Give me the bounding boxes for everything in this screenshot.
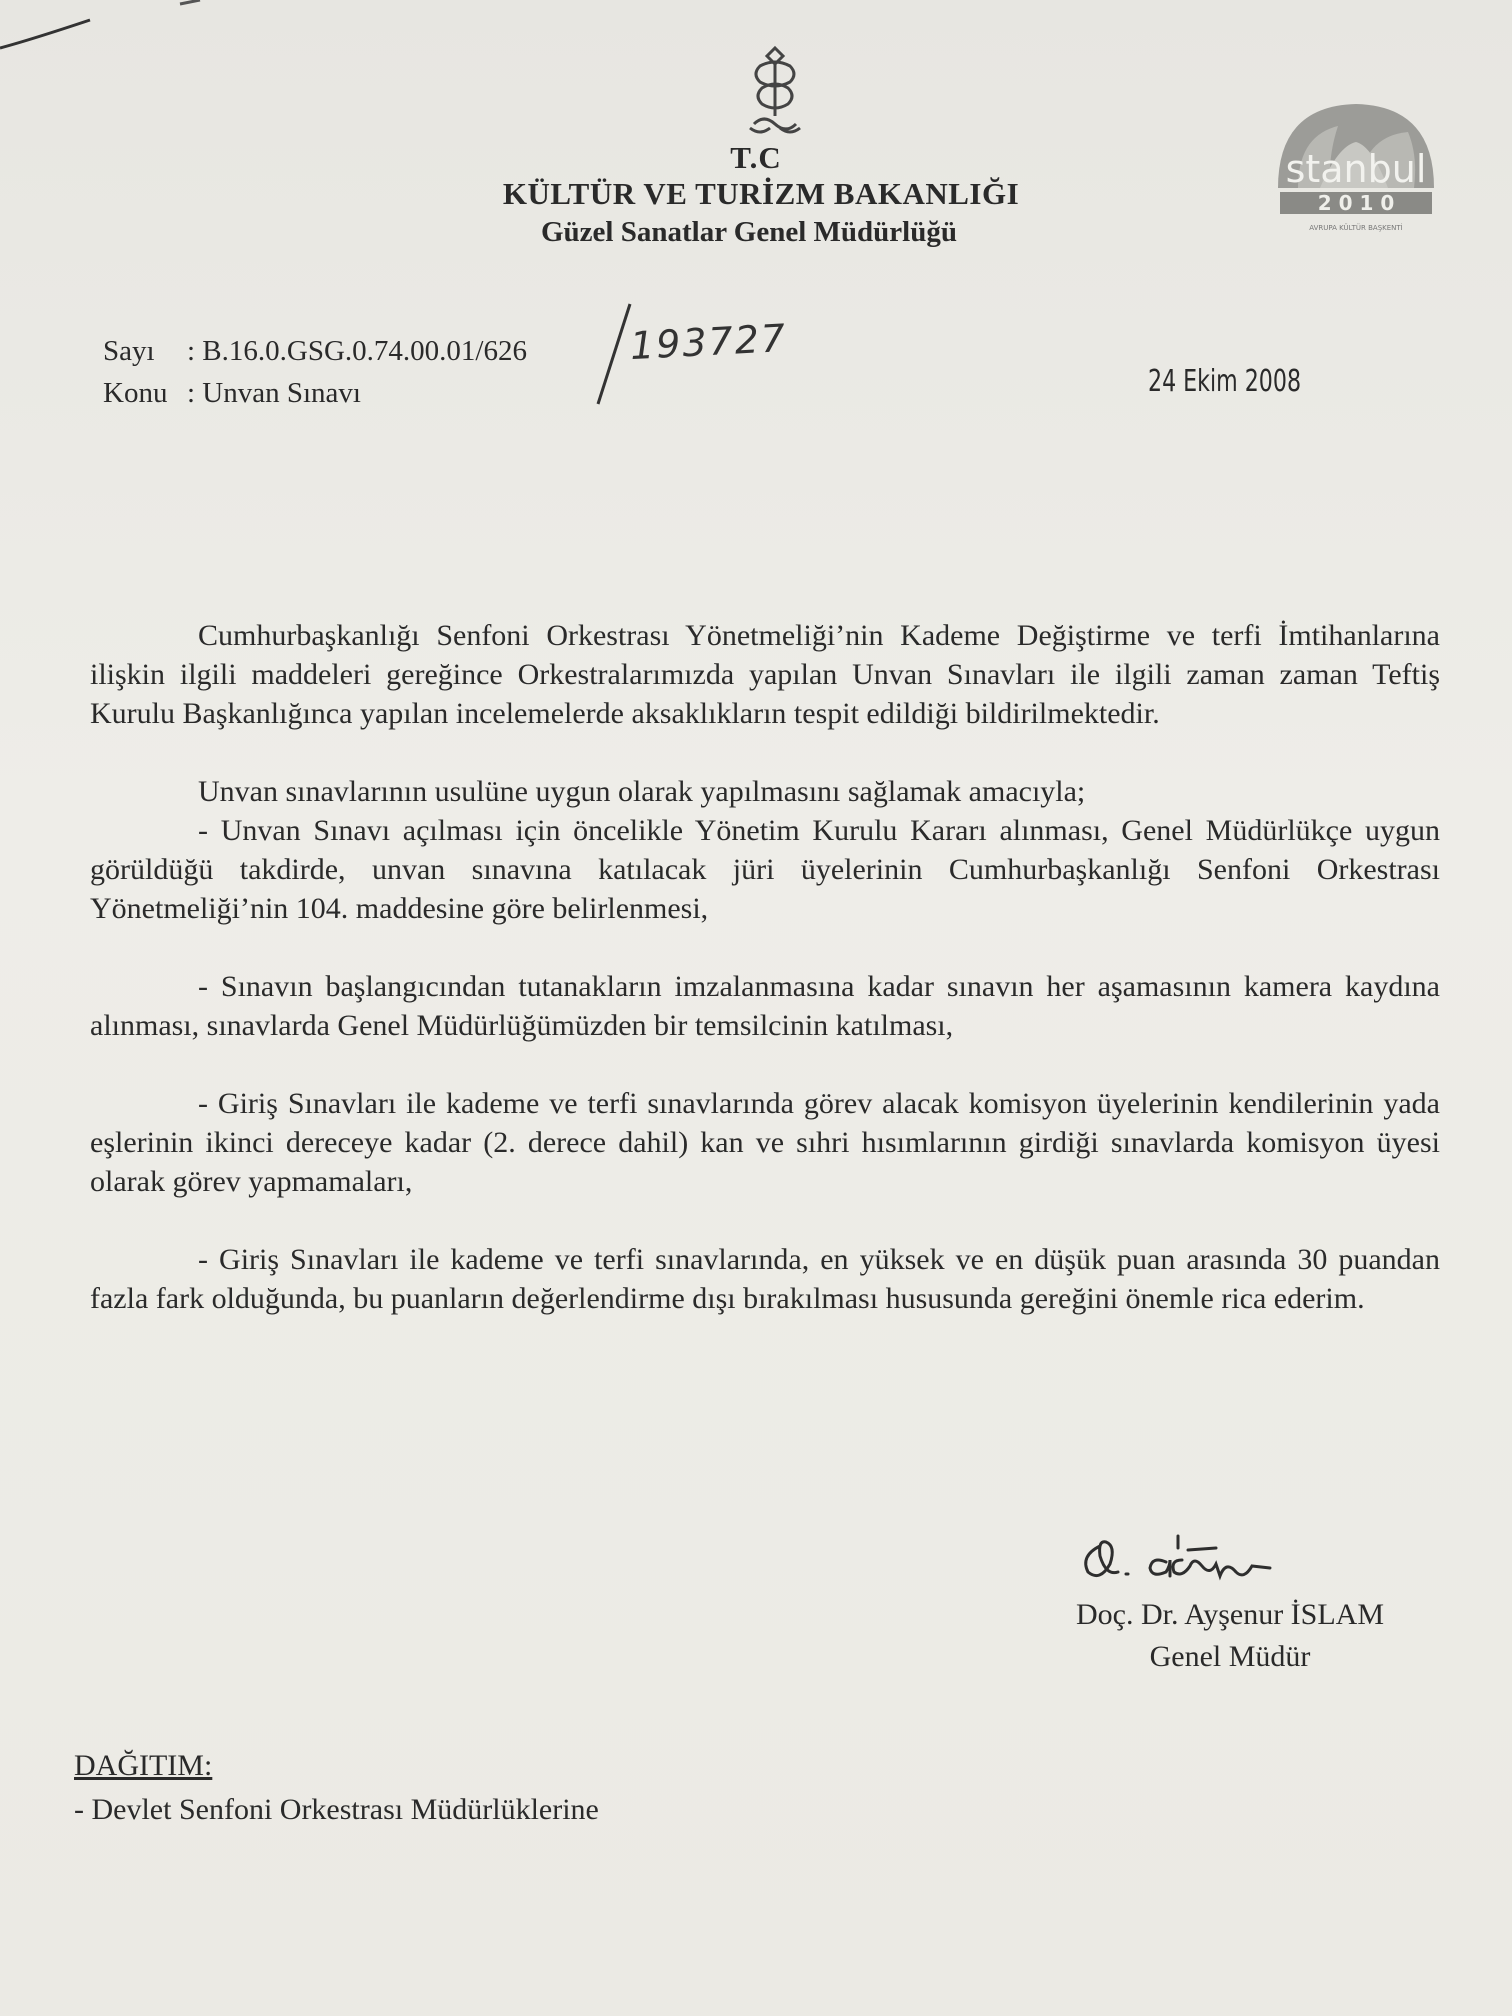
- sayi-row: [103, 330, 527, 372]
- konu-row: [103, 372, 527, 414]
- konu-value: : Unvan Sınavı: [187, 377, 361, 409]
- distribution-item: - Devlet Senfoni Orkestrası Müdürlüklerine: [74, 1793, 599, 1826]
- list-item: - Sınavın başlangıcından tutanakların imzalanmasına kadar sınavın her aşamasının kamera kaydına alınması, sınavlarda Genel Müdürlüğümüzden bir temsilcinin katılması,: [90, 970, 1440, 1042]
- document-date: 24 Ekim 2008: [1148, 364, 1302, 399]
- paragraph-intro: Cumhurbaşkanlığı Senfoni Orkestrası Yönetmeliği’nin Kademe Değiştirme ve terfi İmtihanlarına ilişkin ilgili maddeleri gereğince Orkestralarımızda yapılan Unvan Sınavları ile ilgili zaman zaman Teftiş Kurulu Başkanlığınca yapılan incelemelerde aksaklıkların tespit edildiği bildirilmektedir.: [90, 619, 1440, 730]
- signer-title: Genel Müdür: [1149, 1640, 1311, 1673]
- signer-name: Doç. Dr. Ayşenur İSLAM: [1075, 1598, 1385, 1631]
- pen-stroke-mark: [0, 0, 260, 60]
- header-department: Güzel Sanatlar Genel Müdürlüğü: [541, 216, 957, 248]
- sayi-label: Sayı: [103, 335, 155, 367]
- header-ministry: KÜLTÜR VE TURİZM BAKANLIĞI: [502, 176, 1020, 211]
- handwritten-number: 193727: [628, 315, 789, 369]
- istanbul-2010-logo: [1268, 96, 1444, 272]
- header-tc: T.C: [730, 140, 782, 175]
- logo-text: stanbul: [1285, 147, 1427, 191]
- paragraph-purpose: Unvan sınavlarının usulüne uygun olarak yapılmasını sağlamak amacıyla;: [198, 775, 1086, 808]
- logo-year: 2 0 1 0: [1317, 191, 1395, 215]
- list-item: - Giriş Sınavları ile kademe ve terfi sınavlarında görev alacak komisyon üyelerinin kendilerinin yada eşlerinin ikinci dereceye kadar (2. derece dahil) kan ve sıhri hısımlarının girdiği sınavlarda komisyon üyesi olarak görev yapmamaları,: [90, 1087, 1440, 1198]
- distribution-title: DAĞITIM:: [74, 1749, 213, 1782]
- distribution-block: [74, 1744, 599, 1832]
- ministry-emblem-icon: [740, 44, 810, 136]
- reference-block: [103, 330, 527, 414]
- list-item: - Giriş Sınavları ile kademe ve terfi sınavlarında, en yüksek ve en düşük puan arasında 30 puandan fazla fark olduğunda, bu puanların değerlendirme dışı bırakılması hususunda gereğini önemle rica ederim.: [90, 1243, 1440, 1315]
- sayi-value: : B.16.0.GSG.0.74.00.01/626: [187, 335, 527, 367]
- signer-block: [1030, 1594, 1430, 1678]
- letter-body: [90, 616, 1440, 1318]
- list-item: - Unvan Sınavı açılması için öncelikle Yönetim Kurulu Kararı alınması, Genel Müdürlükçe uygun görüldüğü takdirde, unvan sınavına katılacak jüri üyelerinin Cumhurbaşkanlığı Senfoni Orkestrası Yönetmeliği’nin 104. maddesine göre belirlenmesi,: [90, 814, 1440, 925]
- konu-label: Konu: [103, 377, 168, 409]
- logo-subtitle: AVRUPA KÜLTÜR BAŞKENTİ: [1309, 224, 1403, 232]
- handwritten-signature: [1070, 1516, 1350, 1586]
